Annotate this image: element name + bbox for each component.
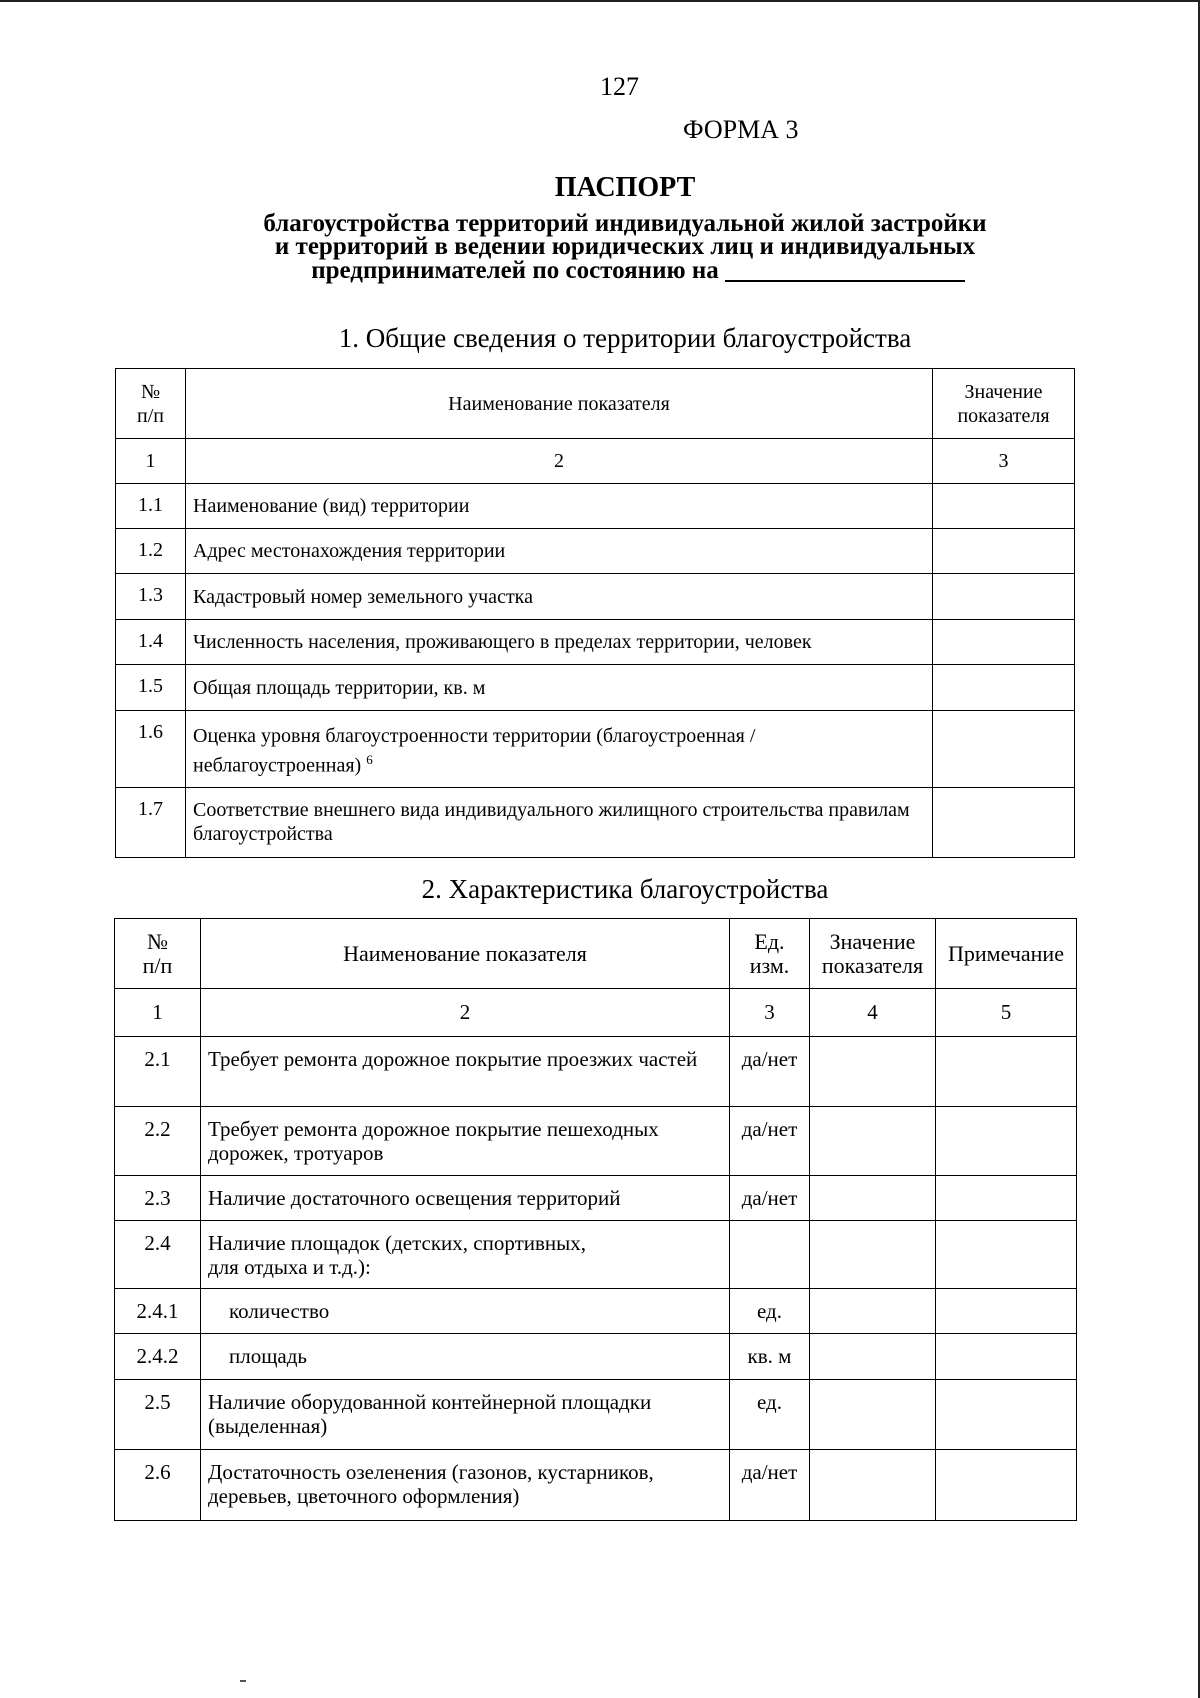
subtitle-line: [0, 258, 1200, 282]
value-cell[interactable]: [810, 1176, 936, 1221]
column-index: 3: [730, 989, 810, 1037]
row-number: 2.4.2: [115, 1334, 201, 1380]
value-cell[interactable]: [810, 1221, 936, 1289]
value-cell[interactable]: [810, 1334, 936, 1380]
document-title: ПАСПОРТ: [554, 172, 696, 203]
table-header-row: [116, 369, 1075, 439]
value-cell[interactable]: [933, 620, 1075, 665]
note-cell[interactable]: [936, 1450, 1077, 1521]
row-number: 2.5: [115, 1380, 201, 1450]
note-cell[interactable]: [936, 1380, 1077, 1450]
row-unit: да/нет: [730, 1450, 810, 1521]
characteristics-table: [114, 918, 1077, 1521]
table-row: [116, 788, 1075, 858]
column-index-row: [115, 989, 1077, 1037]
row-unit: ед.: [730, 1380, 810, 1450]
col-header-unit: Ед. изм.: [730, 919, 810, 989]
document-subtitle: [0, 212, 1200, 282]
row-name: Достаточность озеленения (газонов, кустарников, деревьев, цветочного оформления): [201, 1450, 730, 1521]
table-row: [116, 529, 1075, 574]
note-cell[interactable]: [936, 1176, 1077, 1221]
col-header-value: Значение показателя: [810, 919, 936, 989]
row-name: Соответствие внешнего вида индивидуального жилищного строительства правилам благоустройства: [186, 788, 933, 858]
row-name: Требует ремонта дорожное покрытие пешеходных дорожек, тротуаров: [201, 1107, 730, 1176]
note-cell[interactable]: [936, 1289, 1077, 1334]
note-cell[interactable]: [936, 1221, 1077, 1289]
column-index-row: [116, 439, 1075, 484]
table-row: [116, 711, 1075, 788]
row-name: Адрес местонахождения территории: [186, 529, 933, 574]
row-name: [186, 711, 933, 788]
row-number: 1.6: [116, 711, 186, 788]
column-index: 5: [936, 989, 1077, 1037]
row-number: 1.7: [116, 788, 186, 858]
row-number: 1.5: [116, 665, 186, 711]
row-name: площадь: [201, 1334, 730, 1380]
note-cell[interactable]: [936, 1334, 1077, 1380]
column-index: 3: [933, 439, 1075, 484]
section2-heading: 2. Характеристика благоустройства: [421, 874, 829, 904]
row-number: 2.6: [115, 1450, 201, 1521]
note-cell[interactable]: [936, 1037, 1077, 1107]
row-unit: кв. м: [730, 1334, 810, 1380]
scan-artifact: [240, 1680, 246, 1682]
value-cell[interactable]: [810, 1037, 936, 1107]
value-cell[interactable]: [933, 711, 1075, 788]
table-row: [115, 1380, 1077, 1450]
row-name: Требует ремонта дорожное покрытие проезжих частей: [201, 1037, 730, 1107]
table-row: [116, 665, 1075, 711]
row-unit: да/нет: [730, 1176, 810, 1221]
table-row: [115, 1450, 1077, 1521]
row-name: Наличие достаточного освещения территорий: [201, 1176, 730, 1221]
value-cell[interactable]: [810, 1380, 936, 1450]
subtitle-line: благоустройства территорий индивидуальной жилой застройки: [263, 210, 987, 237]
table-row: [115, 1221, 1077, 1289]
value-cell[interactable]: [810, 1289, 936, 1334]
table-row: [116, 574, 1075, 620]
value-cell[interactable]: [810, 1107, 936, 1176]
row-name: Кадастровый номер земельного участка: [186, 574, 933, 620]
subtitle-line-text: предпринимателей по состоянию на: [311, 257, 719, 284]
table-row: [116, 484, 1075, 529]
row-name: Общая площадь территории, кв. м: [186, 665, 933, 711]
row-name: Численность населения, проживающего в пределах территории, человек: [186, 620, 933, 665]
row-unit: да/нет: [730, 1107, 810, 1176]
col-header-note: Примечание: [936, 919, 1077, 989]
row-number: 2.4.1: [115, 1289, 201, 1334]
table-row: [115, 1289, 1077, 1334]
row-name: Наличие оборудованной контейнерной площадки (выделенная): [201, 1380, 730, 1450]
date-blank-field[interactable]: [725, 258, 965, 282]
col-header-num: № п/п: [116, 369, 186, 439]
column-index: 1: [115, 989, 201, 1037]
row-name: количество: [201, 1289, 730, 1334]
page-number: 127: [600, 72, 639, 101]
column-index: 4: [810, 989, 936, 1037]
row-name: Наличие площадок (детских, спортивных, для отдыха и т.д.):: [201, 1221, 730, 1289]
general-info-table: [115, 368, 1075, 858]
row-number: 1.2: [116, 529, 186, 574]
row-number: 2.3: [115, 1176, 201, 1221]
table-row: [115, 1107, 1077, 1176]
value-cell[interactable]: [933, 665, 1075, 711]
row-name-text: Оценка уровня благоустроенности территории (благоустроенная / неблагоустроенная): [193, 725, 756, 777]
value-cell[interactable]: [933, 484, 1075, 529]
value-cell[interactable]: [933, 574, 1075, 620]
row-number: 1.3: [116, 574, 186, 620]
note-cell[interactable]: [936, 1107, 1077, 1176]
table-row: [115, 1037, 1077, 1107]
row-unit: ед.: [730, 1289, 810, 1334]
section1-heading: 1. Общие сведения о территории благоустройства: [338, 323, 912, 353]
col-header-name: Наименование показателя: [186, 369, 933, 439]
page-border-top: [0, 0, 1200, 2]
table-row: [116, 620, 1075, 665]
value-cell[interactable]: [810, 1450, 936, 1521]
column-index: 1: [116, 439, 186, 484]
value-cell[interactable]: [933, 529, 1075, 574]
row-number: 2.4: [115, 1221, 201, 1289]
form-label: ФОРМА 3: [683, 115, 799, 144]
row-number: 2.1: [115, 1037, 201, 1107]
row-number: 1.4: [116, 620, 186, 665]
col-header-value: Значение показателя: [933, 369, 1075, 439]
column-index: 2: [201, 989, 730, 1037]
col-header-num: № п/п: [115, 919, 201, 989]
row-number: 1.1: [116, 484, 186, 529]
table-header-row: [115, 919, 1077, 989]
table-row: [115, 1176, 1077, 1221]
row-number: 2.2: [115, 1107, 201, 1176]
row-name: Наименование (вид) территории: [186, 484, 933, 529]
subtitle-line: и территорий в ведении юридических лиц и индивидуальных: [274, 233, 976, 260]
row-unit: [730, 1221, 810, 1289]
column-index: 2: [186, 439, 933, 484]
row-unit: да/нет: [730, 1037, 810, 1107]
table-row: [115, 1334, 1077, 1380]
footnote-marker: 6: [366, 752, 373, 767]
col-header-name: Наименование показателя: [201, 919, 730, 989]
value-cell[interactable]: [933, 788, 1075, 858]
